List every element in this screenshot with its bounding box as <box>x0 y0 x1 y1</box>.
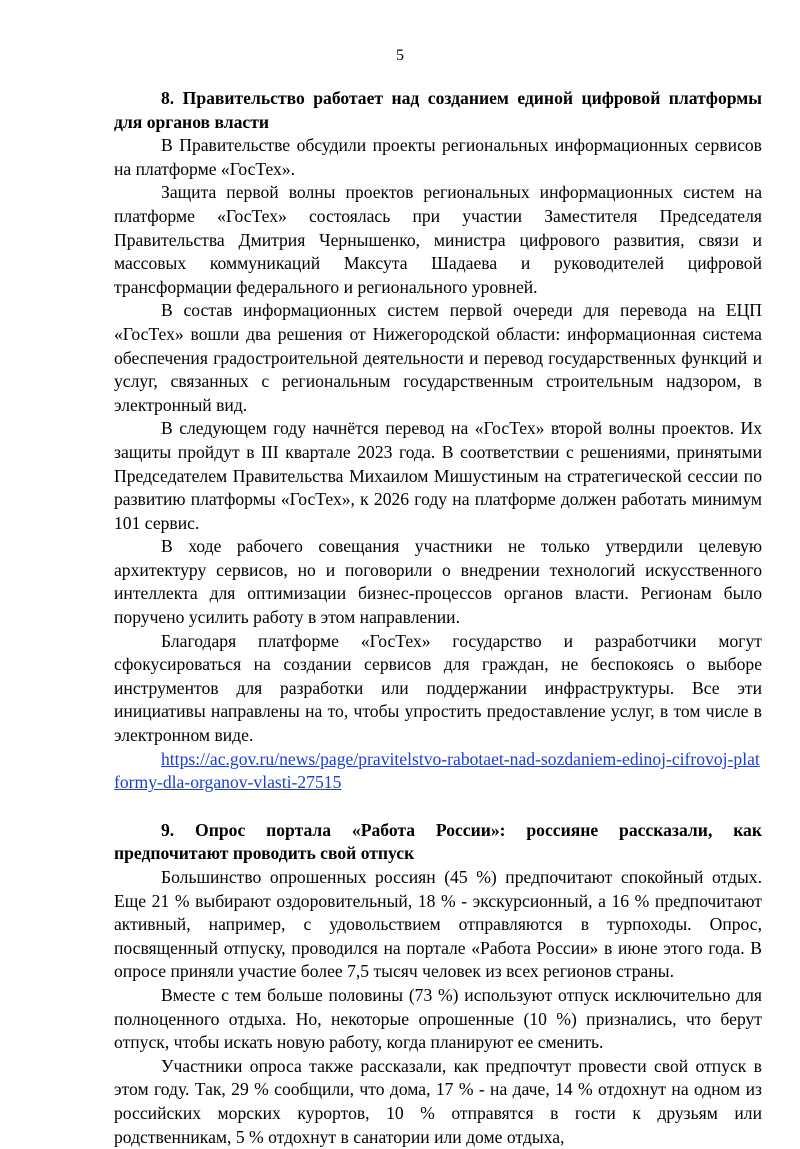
section-8-paragraph-4: В следующем году начнётся перевод на «ГосТех» второй волны проектов. Их защиты пройдут в III квартале 2023 года. В соответствии с решениями, принятыми Председателем Правительства Михаилом Мишустиным на стратегической сессии по развитию платформы «ГосТех», к 2026 году на платформе должен работать минимум 101 сервис. <box>114 418 762 533</box>
section-8-paragraph-6: Благодаря платформе «ГосТех» государство и разработчики могут сфокусироваться на создании сервисов для граждан, не беспокоясь о выборе инструментов для разработки или поддержании инфраструктуры. Все эти инициативы направлены на то, чтобы упростить предоставление услуг, в том числе в электронном виде. <box>114 630 762 746</box>
section-8-paragraph-3: В состав информационных систем первой очереди для перевода на ЕЦП «ГосТех» вошли два решения от Нижегородской области: информационная система обеспечения градостроительной деятельности и перевод государственных функций и услуг, связанных с региональным государственным строительным надзором, в электронный вид. <box>114 300 762 415</box>
section-8-source-link[interactable]: https://ac.gov.ru/news/page/pravitelstvo-rabotaet-nad-sozdaniem-edinoj-cifrovoj-platformy-dla-organov-vlasti-27515 <box>114 748 760 793</box>
section-spacer <box>114 795 762 819</box>
section-8 <box>114 87 762 795</box>
section-8-paragraph-2: Защита первой волны проектов региональных информационных систем на платформе «ГосТех» состоялась при участии Заместителя Председателя Правительства Дмитрия Чернышенко, министра цифрового развития, связи и массовых коммуникаций Максута Шадаева и руководителей цифровой трансформации федерального и регионального уровней. <box>114 182 762 297</box>
page-number: 5 <box>396 47 404 64</box>
section-8-paragraph-1: В Правительстве обсудили проекты региональных информационных сервисов на платформе «ГосТех». <box>114 135 762 179</box>
section-9-paragraph-2: Вместе с тем больше половины (73 %) используют отпуск исключительно для полноценного отдыха. Но, некоторые опрошенные (10 %) признались, что берут отпуск, чтобы искать новую работу, когда планируют ее сменить. <box>114 984 762 1053</box>
section-8-source <box>114 748 762 795</box>
document-body <box>114 87 762 1149</box>
section-9-paragraph-1: Большинство опрошенных россиян (45 %) предпочитают спокойный отдых. Еще 21 % выбирают оздоровительный, 18 % - экскурсионный, а 16 % предпочитают активный, например, с удовольствием отправляются в турпоходы. Опрос, посвященный отпуску, проводился на портале «Работа России» в июне этого года. В опросе приняли участие более 7,5 тысяч человек из всех регионов страны. <box>114 867 762 982</box>
section-8-heading: 8. Правительство работает над созданием единой цифровой платформы для органов власти <box>114 88 762 132</box>
section-9-heading: 9. Опрос портала «Работа России»: россияне рассказали, как предпочитают проводить свой отпуск <box>114 819 762 864</box>
section-8-paragraph-5: В ходе рабочего совещания участники не только утвердили целевую архитектуру сервисов, но и поговорили о внедрении технологий искусственного интеллекта для оптимизации бизнес-процессов органов власти. Регионам было поручено усилить работу в этом направлении. <box>114 536 762 628</box>
section-9 <box>114 819 762 1149</box>
section-9-paragraph-3: Участники опроса также рассказали, как предпочтут провести свой отпуск в этом году. Так, 29 % сообщили, что дома, 17 % - на даче, 14 % отдохнут на одном из российских морских курортов, 10 % отправятся в гости к друзьям или родственникам, 5 % отдохнут в санатории или доме отдыха, <box>114 1055 762 1147</box>
